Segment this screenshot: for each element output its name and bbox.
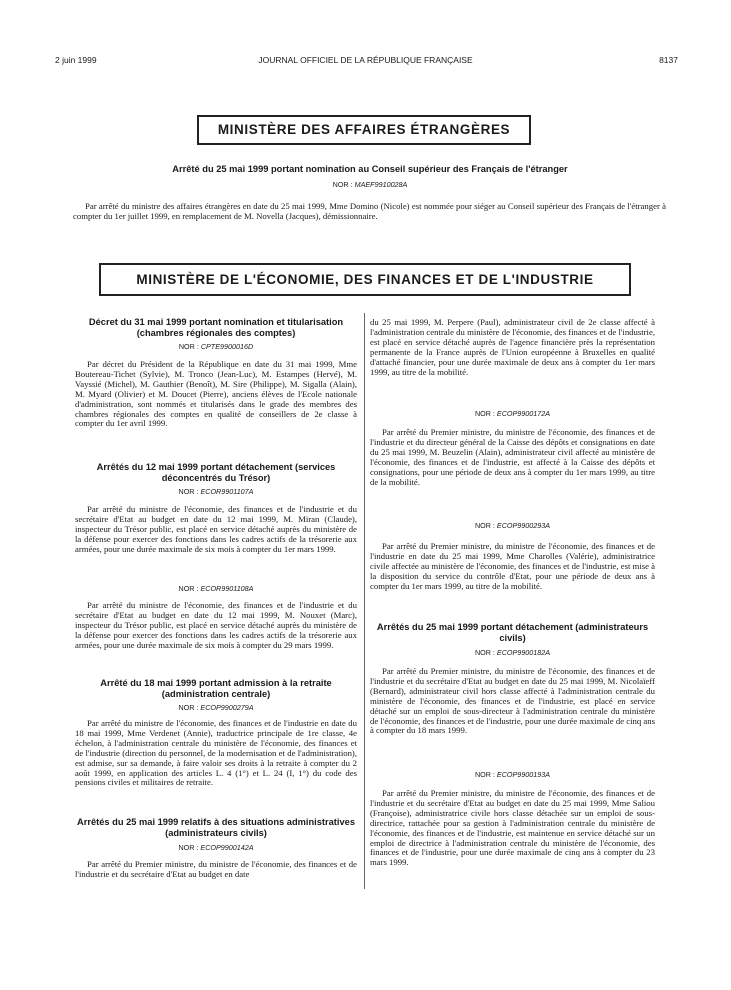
header-date: 2 juin 1999 — [55, 55, 97, 65]
nor-reference: NOR : ECOR9901107A — [178, 487, 254, 496]
nor-reference: NOR : ECOP9900293A — [474, 521, 551, 530]
section-title: Arrêtés du 25 mai 1999 portant détachement (administrateurs civils) — [376, 622, 649, 643]
paragraph: Par arrêté du Premier ministre, du ministre de l'économie, des finances et de l'industrie en date du 25 mai 1999, Mme Charolles (Valérie), administratrice civile affectée au ministère de l'économie, des finances et de l'industrie, est mise à la disposition du service du contrôle d'Etat, pour une période de deux ans à compter du 1er mars 1999, au titre de la mobilité. — [370, 541, 655, 591]
paragraph: Par décret du Président de la République en date du 31 mai 1999, Mme Boutereau-Tichet (Sylvie), M. Tronco (Jean-Luc), M. Estampes (Hervé), M. Vayssié (Michel), M. Gauthier (Benoît), M. Sire (Philippe), M. Sigalla (Alain), M. Myard (Olivier) et M. Doucet (Pierre), anciens élèves de l'Ecole nationale d'administration, sont nommés et titularisés dans le grade des membres des chambres régionales des comptes en qualité de conseillers de 2e classe à compter du 1er avril 1999. — [75, 359, 357, 429]
act-text: Par arrêté du ministre des affaires étrangères en date du 25 mai 1999, Mme Domino (Nicole) est nommée pour siéger au Conseil supérieur des Français de l'étranger à compter du 1er juillet 1999, en remplacement de M. Novella (Jacques), démissionnaire. — [73, 201, 666, 221]
header-journal-title: JOURNAL OFFICIEL DE LA RÉPUBLIQUE FRANÇAISE — [258, 55, 473, 65]
ministry-name: MINISTÈRE DE L'ÉCONOMIE, DES FINANCES ET DE L'INDUSTRIE — [136, 272, 594, 287]
paragraph: Par arrêté du ministre de l'économie, des finances et de l'industrie et du secrétaire d'Etat au budget en date du 12 mai 1999, M. Miran (Claude), inspecteur du Trésor public, est placé en service détaché auprès du ministère de la défense pour exercer des fonctions dans les cadres actifs de la trésorerie aux armées, pour une durée maximale de six mois à compter du 1er mars 1999. — [75, 504, 357, 554]
column-divider — [364, 313, 365, 889]
paragraph: du 25 mai 1999, M. Perpere (Paul), administrateur civil de 2e classe affecté à l'administration centrale du ministère de l'économie, des finances et de l'industrie, est placé en service détaché auprès de l'agence financière près la représentation permanente de la France auprès de l'Union européenne à Bruxelles en qualité d'attaché financier, pour une durée maximale de deux ans à compter du 1er mars 1999, au titre de la mobilité. — [370, 317, 655, 377]
ministry-name: MINISTÈRE DES AFFAIRES ÉTRANGÈRES — [217, 122, 511, 137]
nor-reference: NOR : CPTE9900016D — [178, 342, 254, 351]
nor-reference: NOR : ECOP9900193A — [474, 770, 551, 779]
section-title: Arrêté du 18 mai 1999 portant admission à la retraite (administration centrale) — [100, 678, 332, 699]
section-title: Décret du 31 mai 1999 portant nomination et titularisation (chambres régionales des comptes) — [88, 317, 344, 338]
paragraph: Par arrêté du Premier ministre, du ministre de l'économie, des finances et de l'industrie et du secrétaire d'Etat au budget en date — [75, 859, 357, 879]
paragraph: Par arrêté du ministre de l'économie, des finances et de l'industrie en date du 18 mai 1999, Mme Verdenet (Annie), traductrice principale de 1re classe, 4e échelon, à l'administration centrale du ministère de l'économie, des finances et de l'industrie (direction du personnel, de la modernisation et de l'administration), est admise, sur sa demande, à faire valoir ses droits à la retraite à compter du 2 août 1999, en application des articles L. 4 (1°) et L. 24 (I, 1°) du code des pensions civiles et militaires de retraite. — [75, 718, 357, 788]
act-title: Arrêté du 25 mai 1999 portant nomination au Conseil supérieur des Français de l'étranger — [172, 164, 568, 174]
section-title: Arrêtés du 12 mai 1999 portant détachement (services déconcentrés du Trésor) — [96, 462, 336, 483]
nor-reference: NOR : ECOR9901108A — [178, 584, 254, 593]
nor-reference: NOR : ECOP9900172A — [474, 409, 551, 418]
nor-reference: NOR : ECOP9900142A — [178, 843, 254, 852]
ministry-banner-economy — [99, 263, 631, 296]
section-title: Arrêtés du 25 mai 1999 relatifs à des situations administratives (administrateurs civils) — [77, 817, 355, 838]
paragraph: Par arrêté du Premier ministre, du ministre de l'économie, des finances et de l'industrie et du directeur général de la Caisse des dépôts et consignations en date du 25 mai 1999, M. Beuzelin (Alain), administrateur civil affecté au ministère de l'économie, des finances et de l'industrie, est affecté à la Caisse des dépôts et consignations, pour une période de deux ans à compter du 1er mars 1999, au titre de la mobilité. — [370, 427, 655, 487]
nor-reference: NOR : MAEF9910028A — [332, 180, 408, 189]
ministry-banner-foreign-affairs — [197, 115, 531, 145]
header-page-number: 8137 — [659, 55, 678, 65]
nor-reference: NOR : ECOP9900279A — [178, 703, 254, 712]
nor-reference: NOR : ECOP9900182A — [474, 648, 551, 657]
paragraph: Par arrêté du Premier ministre, du ministre de l'économie, des finances et de l'industrie et du secrétaire d'Etat au budget en date du 25 mai 1999, M. Nicolaïeff (Bernard), administrateur civil hors classe affecté à l'administration centrale du ministère de l'économie, des finances et de l'industrie, est placé en service détaché sur un emploi de sous-directeur à l'administration centrale du ministère de l'économie, des finances et de l'industrie, pour une durée maximale de cinq ans à compter du 18 mars 1999. — [370, 666, 655, 736]
paragraph: Par arrêté du Premier ministre, du ministre de l'économie, des finances et de l'industrie et du secrétaire d'Etat au budget en date du 25 mai 1999, Mme Saliou (Françoise), administratrice civile hors classe détachée sur un emploi de sous-directrice, rattachée pour sa gestion à l'administration centrale du ministère de l'économie, des finances et de l'industrie, est maintenue en service détaché sur un emploi de directrice à l'administration centrale du ministère de l'économie, des finances et de l'industrie, pour une durée maximale de cinq ans à compter du 23 mars 1999. — [370, 788, 655, 868]
paragraph: Par arrêté du ministre de l'économie, des finances et de l'industrie et du secrétaire d'Etat au budget en date du 12 mai 1999, M. Nouxet (Marc), inspecteur du Trésor public, est placé en service détaché auprès du ministère de la défense pour exercer des fonctions dans les cadres actifs de la trésorerie aux armées, pour une durée maximale de six mois à compter du 29 mars 1999. — [75, 600, 357, 650]
